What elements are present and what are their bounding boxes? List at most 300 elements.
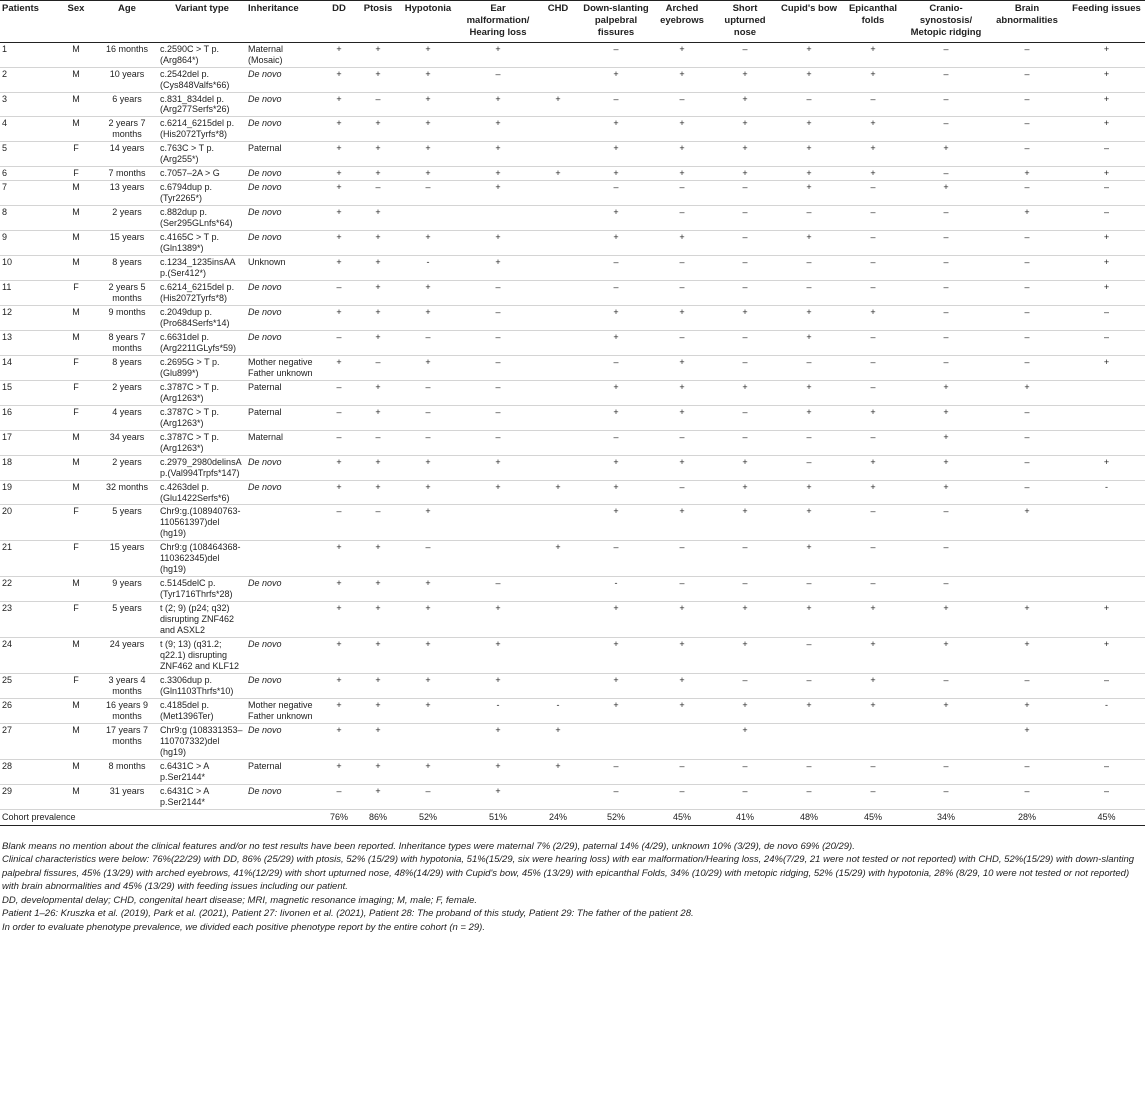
short-nose-cell: + — [712, 602, 778, 638]
ear-malformation-prevalence: 51% — [460, 809, 536, 825]
inheritance-cell: De novo — [246, 181, 318, 206]
sex-cell: M — [56, 67, 96, 92]
table-row — [0, 541, 1145, 577]
short-nose-cell: + — [712, 638, 778, 674]
cupids-bow-cell: + — [778, 480, 840, 505]
age-cell: 2 years — [96, 206, 158, 231]
arched-eyebrows-cell: + — [652, 380, 712, 405]
sex-cell: F — [56, 380, 96, 405]
brain-cell: + — [986, 698, 1068, 723]
down-slanting-cell: – — [580, 281, 652, 306]
down-slanting-cell: + — [580, 330, 652, 355]
inheritance-cell: Paternal — [246, 759, 318, 784]
chd-cell — [536, 355, 580, 380]
brain-cell — [986, 577, 1068, 602]
epicanthal-cell: + — [840, 698, 906, 723]
cupids-bow-cell: + — [778, 541, 840, 577]
down-slanting-cell: + — [580, 142, 652, 167]
craniosynostosis-cell: – — [906, 67, 986, 92]
age-cell: 24 years — [96, 638, 158, 674]
ear-malformation-cell: + — [460, 638, 536, 674]
age-cell: 2 years — [96, 455, 158, 480]
ear-malformation-cell: – — [460, 577, 536, 602]
feeding-prevalence: 45% — [1068, 809, 1145, 825]
down-slanting-cell: + — [580, 167, 652, 181]
variant-cell: c.6794dup p.(Tyr2265*) — [158, 181, 246, 206]
short-nose-cell: + — [712, 505, 778, 541]
craniosynostosis-cell: – — [906, 92, 986, 117]
patient-cell: 6 — [0, 167, 56, 181]
age-cell: 15 years — [96, 541, 158, 577]
short-nose-cell: + — [712, 67, 778, 92]
cupids-bow-cell: – — [778, 355, 840, 380]
chd-cell — [536, 430, 580, 455]
table-row — [0, 142, 1145, 167]
patient-cell: 14 — [0, 355, 56, 380]
ear-malformation-cell: – — [460, 355, 536, 380]
dd-prevalence: 76% — [318, 809, 360, 825]
ptosis-cell: + — [360, 723, 396, 759]
table-footnotes — [0, 840, 1145, 934]
hypotonia-cell: + — [396, 455, 460, 480]
ptosis-cell: + — [360, 231, 396, 256]
variant-cell: c.3787C > T p.(Arg1263*) — [158, 430, 246, 455]
brain-cell: – — [986, 759, 1068, 784]
patient-cell: 3 — [0, 92, 56, 117]
table-row — [0, 602, 1145, 638]
inheritance-cell: De novo — [246, 67, 318, 92]
sex-cell: M — [56, 698, 96, 723]
brain-cell: – — [986, 281, 1068, 306]
brain-cell: – — [986, 480, 1068, 505]
chd-cell — [536, 602, 580, 638]
ear-malformation-cell — [460, 206, 536, 231]
patient-cell: 29 — [0, 784, 56, 809]
header-cell-epicanthal: Epicanthal folds — [840, 1, 906, 43]
craniosynostosis-cell: – — [906, 256, 986, 281]
brain-cell: – — [986, 330, 1068, 355]
inheritance-cell — [246, 541, 318, 577]
ptosis-cell: + — [360, 42, 396, 67]
short-nose-cell: + — [712, 455, 778, 480]
patient-cell: 15 — [0, 380, 56, 405]
inheritance-cell: Maternal — [246, 430, 318, 455]
feeding-cell: – — [1068, 181, 1145, 206]
epicanthal-cell: + — [840, 167, 906, 181]
feeding-cell: + — [1068, 42, 1145, 67]
dd-cell: + — [318, 602, 360, 638]
short-nose-cell: + — [712, 167, 778, 181]
brain-cell: – — [986, 455, 1068, 480]
prevalence-label: Cohort prevalence — [0, 809, 318, 825]
short-nose-cell: – — [712, 330, 778, 355]
brain-cell: – — [986, 181, 1068, 206]
patient-cell: 1 — [0, 42, 56, 67]
cupids-bow-cell: + — [778, 42, 840, 67]
dd-cell: + — [318, 142, 360, 167]
sex-cell: M — [56, 117, 96, 142]
short-nose-cell: – — [712, 256, 778, 281]
craniosynostosis-cell: – — [906, 505, 986, 541]
epicanthal-cell: + — [840, 480, 906, 505]
feeding-cell: – — [1068, 330, 1145, 355]
inheritance-cell: De novo — [246, 92, 318, 117]
table-row — [0, 455, 1145, 480]
header-cell-age: Age — [96, 1, 158, 43]
table-body — [0, 42, 1145, 825]
age-cell: 8 years 7 months — [96, 330, 158, 355]
down-slanting-cell: + — [580, 602, 652, 638]
sex-cell: M — [56, 305, 96, 330]
patient-cell: 21 — [0, 541, 56, 577]
ear-malformation-cell: – — [460, 305, 536, 330]
age-cell: 15 years — [96, 231, 158, 256]
craniosynostosis-cell: – — [906, 305, 986, 330]
variant-cell: c.3306dup p.(Gln1103Thrfs*10) — [158, 674, 246, 699]
brain-cell: – — [986, 256, 1068, 281]
age-cell: 6 years — [96, 92, 158, 117]
inheritance-cell: Mother negative Father unknown — [246, 355, 318, 380]
arched-eyebrows-cell: + — [652, 602, 712, 638]
epicanthal-cell — [840, 723, 906, 759]
ptosis-cell: + — [360, 281, 396, 306]
sex-cell: M — [56, 577, 96, 602]
craniosynostosis-cell: – — [906, 167, 986, 181]
dd-cell: + — [318, 355, 360, 380]
table-row — [0, 330, 1145, 355]
ear-malformation-cell: + — [460, 167, 536, 181]
cupids-bow-prevalence: 48% — [778, 809, 840, 825]
sex-cell: F — [56, 674, 96, 699]
short-nose-cell: – — [712, 281, 778, 306]
ear-malformation-cell: + — [460, 784, 536, 809]
cupids-bow-cell: + — [778, 380, 840, 405]
dd-cell: – — [318, 505, 360, 541]
header-cell-brain: Brain abnormalities — [986, 1, 1068, 43]
cupids-bow-cell: + — [778, 142, 840, 167]
short-nose-cell: – — [712, 577, 778, 602]
table-row — [0, 92, 1145, 117]
down-slanting-cell: + — [580, 305, 652, 330]
craniosynostosis-cell: – — [906, 784, 986, 809]
feeding-cell: – — [1068, 206, 1145, 231]
short-nose-cell: – — [712, 405, 778, 430]
brain-cell: – — [986, 430, 1068, 455]
inheritance-cell: De novo — [246, 117, 318, 142]
craniosynostosis-cell — [906, 723, 986, 759]
chd-cell — [536, 256, 580, 281]
epicanthal-cell: – — [840, 206, 906, 231]
cupids-bow-cell: + — [778, 698, 840, 723]
patient-cell: 12 — [0, 305, 56, 330]
age-cell: 16 months — [96, 42, 158, 67]
ptosis-cell: + — [360, 541, 396, 577]
brain-cell: + — [986, 167, 1068, 181]
ear-malformation-cell: – — [460, 430, 536, 455]
table-row — [0, 430, 1145, 455]
arched-eyebrows-cell: + — [652, 355, 712, 380]
dd-cell: + — [318, 256, 360, 281]
hypotonia-cell: + — [396, 142, 460, 167]
down-slanting-cell: - — [580, 577, 652, 602]
brain-cell: – — [986, 784, 1068, 809]
epicanthal-cell: – — [840, 505, 906, 541]
header-cell-down-slanting: Down-slanting palpebral fissures — [580, 1, 652, 43]
table-row — [0, 67, 1145, 92]
craniosynostosis-cell: + — [906, 181, 986, 206]
patient-cell: 25 — [0, 674, 56, 699]
feeding-cell: – — [1068, 305, 1145, 330]
hypotonia-cell: – — [396, 784, 460, 809]
hypotonia-cell: – — [396, 430, 460, 455]
down-slanting-cell: + — [580, 480, 652, 505]
ear-malformation-cell: + — [460, 117, 536, 142]
arched-eyebrows-cell: + — [652, 405, 712, 430]
patient-cell: 2 — [0, 67, 56, 92]
epicanthal-cell: – — [840, 281, 906, 306]
dd-cell: + — [318, 577, 360, 602]
craniosynostosis-cell: – — [906, 541, 986, 577]
short-nose-cell: – — [712, 759, 778, 784]
dd-cell: + — [318, 638, 360, 674]
short-nose-cell: + — [712, 480, 778, 505]
chd-cell — [536, 42, 580, 67]
ptosis-prevalence: 86% — [360, 809, 396, 825]
sex-cell: F — [56, 281, 96, 306]
hypotonia-cell: - — [396, 256, 460, 281]
hypotonia-cell: – — [396, 541, 460, 577]
patient-cell: 24 — [0, 638, 56, 674]
patient-cell: 7 — [0, 181, 56, 206]
sex-cell: F — [56, 355, 96, 380]
hypotonia-cell: – — [396, 380, 460, 405]
variant-cell: c.2590C > T p.(Arg864*) — [158, 42, 246, 67]
feeding-cell: + — [1068, 455, 1145, 480]
cupids-bow-cell: – — [778, 455, 840, 480]
variant-cell: c.6431C > A p.Ser2144* — [158, 784, 246, 809]
hypotonia-cell: + — [396, 92, 460, 117]
ear-malformation-cell: – — [460, 405, 536, 430]
brain-cell: + — [986, 723, 1068, 759]
chd-cell — [536, 505, 580, 541]
cupids-bow-cell: + — [778, 330, 840, 355]
patient-cell: 13 — [0, 330, 56, 355]
down-slanting-cell: + — [580, 505, 652, 541]
variant-cell: c.2979_2980delinsA p.(Val994Trpfs*147) — [158, 455, 246, 480]
arched-eyebrows-cell: + — [652, 117, 712, 142]
short-nose-prevalence: 41% — [712, 809, 778, 825]
arched-eyebrows-cell: + — [652, 42, 712, 67]
age-cell: 10 years — [96, 67, 158, 92]
feeding-cell: - — [1068, 698, 1145, 723]
variant-cell: c.6431C > A p.Ser2144* — [158, 759, 246, 784]
ear-malformation-cell: – — [460, 380, 536, 405]
dd-cell: – — [318, 784, 360, 809]
dd-cell: + — [318, 167, 360, 181]
ear-malformation-cell — [460, 541, 536, 577]
short-nose-cell: – — [712, 181, 778, 206]
hypotonia-cell: + — [396, 305, 460, 330]
short-nose-cell: + — [712, 723, 778, 759]
chd-cell — [536, 181, 580, 206]
ear-malformation-cell: + — [460, 231, 536, 256]
dd-cell: – — [318, 281, 360, 306]
hypotonia-cell: + — [396, 674, 460, 699]
patient-cell: 22 — [0, 577, 56, 602]
cupids-bow-cell: + — [778, 602, 840, 638]
cupids-bow-cell: + — [778, 505, 840, 541]
footnote: Clinical characteristics were below: 76%(22/29) with DD, 86% (25/29) with ptosis, 52% (15/29) with hypotonia, 51%(15/29, six were hearing loss) with ear malformation/Hearing loss, 24%(7/29, 21 were not tested or not reported) with CHD, 52%(15/29) with down-slanting palpebral fissures, 45% (13/29) with arched eyebrows, 41%(12/29) with short upturned nose, 48%(14/29) with Cupid's bow, 45% (13/29) with epicanthal Folds, 34% (10/29) with metopic ridging, 52% (15/29) with hypotonia, 28% (8/29, 10 were not tested or not reported) with brain abnormalities and 45% (13/29) with feeding issues including our patient. — [2, 854, 1135, 893]
hypotonia-cell — [396, 206, 460, 231]
epicanthal-cell: – — [840, 231, 906, 256]
short-nose-cell: – — [712, 231, 778, 256]
inheritance-cell: Paternal — [246, 405, 318, 430]
ptosis-cell: + — [360, 142, 396, 167]
patient-cell: 18 — [0, 455, 56, 480]
dd-cell: + — [318, 541, 360, 577]
hypotonia-prevalence: 52% — [396, 809, 460, 825]
ear-malformation-cell: – — [460, 330, 536, 355]
hypotonia-cell: + — [396, 638, 460, 674]
chd-prevalence: 24% — [536, 809, 580, 825]
craniosynostosis-cell: + — [906, 142, 986, 167]
brain-prevalence: 28% — [986, 809, 1068, 825]
cupids-bow-cell: + — [778, 405, 840, 430]
sex-cell: F — [56, 142, 96, 167]
header-cell-ptosis: Ptosis — [360, 1, 396, 43]
dd-cell: + — [318, 231, 360, 256]
age-cell: 17 years 7 months — [96, 723, 158, 759]
variant-cell: c.4185del p.(Met1396Ter) — [158, 698, 246, 723]
age-cell: 2 years — [96, 380, 158, 405]
sex-cell: M — [56, 42, 96, 67]
variant-cell: c.2049dup p.(Pro684Serfs*14) — [158, 305, 246, 330]
table-row — [0, 505, 1145, 541]
hypotonia-cell: + — [396, 67, 460, 92]
chd-cell — [536, 67, 580, 92]
craniosynostosis-cell: + — [906, 405, 986, 430]
epicanthal-cell: + — [840, 638, 906, 674]
short-nose-cell: + — [712, 117, 778, 142]
brain-cell: – — [986, 67, 1068, 92]
arched-eyebrows-cell: + — [652, 231, 712, 256]
age-cell: 2 years 5 months — [96, 281, 158, 306]
brain-cell: + — [986, 638, 1068, 674]
table-row — [0, 167, 1145, 181]
patient-cell: 26 — [0, 698, 56, 723]
down-slanting-cell: + — [580, 698, 652, 723]
ptosis-cell: + — [360, 167, 396, 181]
age-cell: 16 years 9 months — [96, 698, 158, 723]
variant-cell: Chr9:g.(108940763-110561397)del (hg19) — [158, 505, 246, 541]
table-row — [0, 638, 1145, 674]
epicanthal-cell: – — [840, 92, 906, 117]
variant-cell: c.4165C > T p.(Gln1389*) — [158, 231, 246, 256]
cupids-bow-cell: + — [778, 305, 840, 330]
sex-cell: M — [56, 430, 96, 455]
cupids-bow-cell: + — [778, 167, 840, 181]
epicanthal-cell: – — [840, 577, 906, 602]
cupids-bow-cell: – — [778, 577, 840, 602]
feeding-cell — [1068, 541, 1145, 577]
footnote: Patient 1–26: Kruszka et al. (2019), Park et al. (2021), Patient 27: Iivonen et al. (2021), Patient 28: The proband of this study, Patient 29: The father of the patient 28. — [2, 908, 694, 920]
inheritance-cell: De novo — [246, 206, 318, 231]
craniosynostosis-cell: – — [906, 577, 986, 602]
ptosis-cell: + — [360, 405, 396, 430]
sex-cell: M — [56, 638, 96, 674]
ptosis-cell: + — [360, 602, 396, 638]
feeding-cell: - — [1068, 480, 1145, 505]
dd-cell: + — [318, 698, 360, 723]
cupids-bow-cell: + — [778, 231, 840, 256]
ear-malformation-cell: + — [460, 759, 536, 784]
craniosynostosis-cell: – — [906, 281, 986, 306]
variant-cell: c.7057–2A > G — [158, 167, 246, 181]
craniosynostosis-cell: – — [906, 330, 986, 355]
dd-cell: – — [318, 430, 360, 455]
dd-cell: + — [318, 674, 360, 699]
inheritance-cell: De novo — [246, 480, 318, 505]
down-slanting-cell: + — [580, 67, 652, 92]
age-cell: 13 years — [96, 181, 158, 206]
age-cell: 9 months — [96, 305, 158, 330]
craniosynostosis-prevalence: 34% — [906, 809, 986, 825]
variant-cell: t (2; 9) (p24; q32) disrupting ZNF462 and ASXL2 — [158, 602, 246, 638]
epicanthal-cell: – — [840, 355, 906, 380]
inheritance-cell: De novo — [246, 723, 318, 759]
header-cell-sex: Sex — [56, 1, 96, 43]
table-row — [0, 698, 1145, 723]
ptosis-cell: + — [360, 455, 396, 480]
down-slanting-cell: – — [580, 541, 652, 577]
sex-cell: M — [56, 92, 96, 117]
patient-cell: 11 — [0, 281, 56, 306]
down-slanting-cell: – — [580, 430, 652, 455]
arched-eyebrows-cell: + — [652, 167, 712, 181]
ptosis-cell: + — [360, 117, 396, 142]
ear-malformation-cell: + — [460, 42, 536, 67]
patient-cell: 19 — [0, 480, 56, 505]
table-row — [0, 181, 1145, 206]
ptosis-cell: + — [360, 67, 396, 92]
footnote: In order to evaluate phenotype prevalence, we divided each positive phenotype report by the entire cohort (n = 29). — [2, 921, 485, 933]
patient-cell: 23 — [0, 602, 56, 638]
feeding-cell: – — [1068, 674, 1145, 699]
chd-cell — [536, 305, 580, 330]
variant-cell: c.6214_6215del p.(His2072Tyrfs*8) — [158, 117, 246, 142]
cupids-bow-cell: – — [778, 92, 840, 117]
sex-cell: M — [56, 723, 96, 759]
epicanthal-cell: + — [840, 405, 906, 430]
arched-eyebrows-cell: – — [652, 759, 712, 784]
sex-cell: M — [56, 480, 96, 505]
down-slanting-cell: – — [580, 256, 652, 281]
short-nose-cell: – — [712, 430, 778, 455]
brain-cell: + — [986, 505, 1068, 541]
chd-cell — [536, 674, 580, 699]
epicanthal-cell: – — [840, 256, 906, 281]
arched-eyebrows-cell: + — [652, 638, 712, 674]
patient-cell: 20 — [0, 505, 56, 541]
ptosis-cell: + — [360, 759, 396, 784]
inheritance-cell: De novo — [246, 455, 318, 480]
ear-malformation-cell: - — [460, 698, 536, 723]
header-cell-craniosynostosis: Cranio-synostosis/ Metopic ridging — [906, 1, 986, 43]
short-nose-cell: + — [712, 142, 778, 167]
age-cell: 8 months — [96, 759, 158, 784]
epicanthal-cell: + — [840, 305, 906, 330]
cupids-bow-cell: – — [778, 784, 840, 809]
